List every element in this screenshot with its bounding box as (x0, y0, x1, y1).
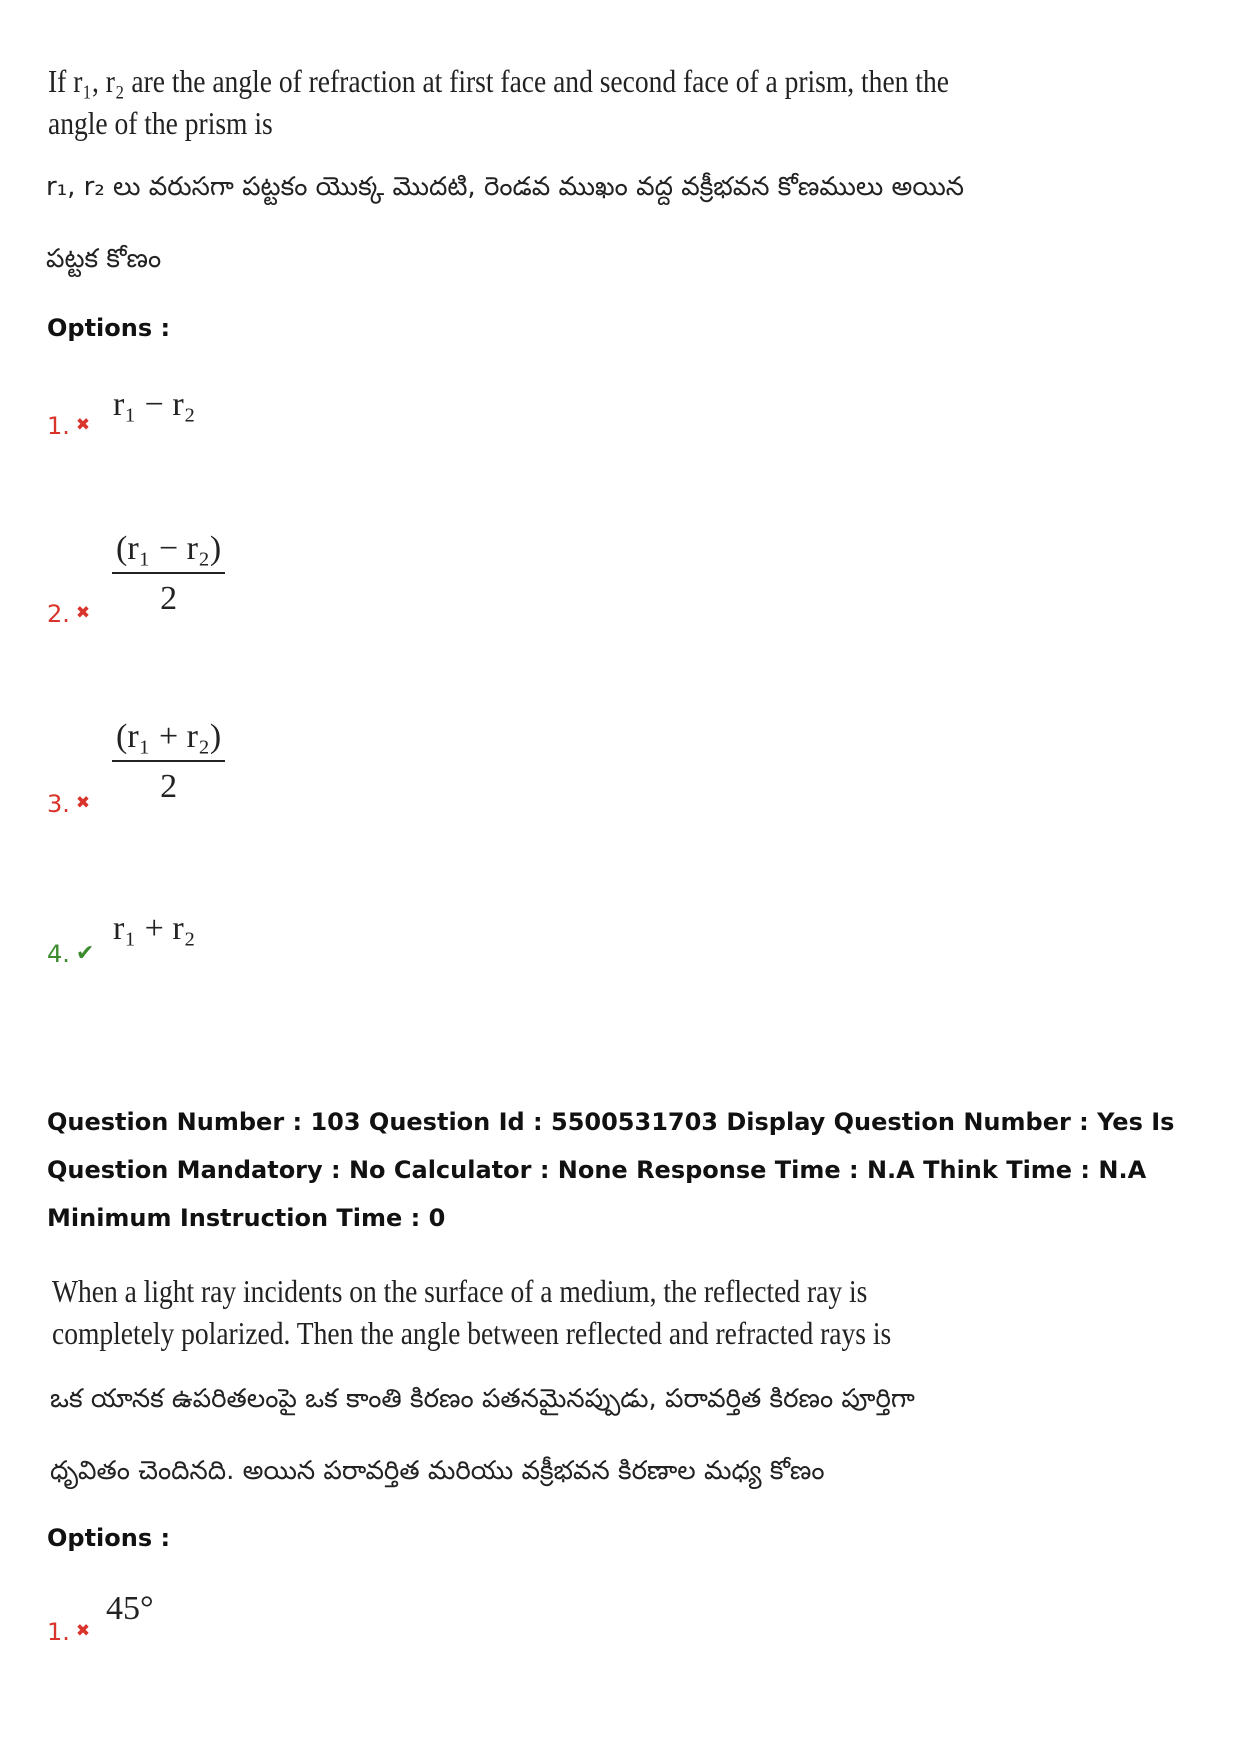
fraction-denominator: 2 (160, 580, 178, 617)
question-meta: Question Number : 103 Question Id : 5500531703 Display Question Number : Yes Is Question Mandatory : No Calculator : None Response Time : N.A Think Time : N.A Minimum Instruction Time : 0 (47, 1108, 1175, 1232)
option-1-number: 1. ✖ (47, 1618, 91, 1646)
question-text-telugu-line1: ఒక యానక ఉపరితలంపై ఒక కాంతి కిరణం పతనమైనప్పుడు, పరావర్తిత కిరణం పూర్తిగా (50, 1384, 915, 1414)
option-3-number: 3. ✖ (47, 790, 91, 818)
question-text-english-line1: When a light ray incidents on the surface of a medium, the reflected ray is (52, 1273, 868, 1309)
option-4-expression: r₁ + r₂ (113, 910, 196, 947)
option-4-number: 4. ✔ (47, 940, 95, 968)
fraction-numerator: (r₁ + r₂) (112, 718, 225, 762)
fraction-denominator: 2 (160, 768, 178, 805)
fraction-numerator: (r₁ − r₂) (112, 530, 225, 574)
cross-icon: ✖ (75, 415, 91, 435)
cross-icon: ✖ (75, 1621, 91, 1641)
option-1-expression: r₁ − r₂ (113, 386, 196, 423)
option-1-expression: 45° (106, 1590, 154, 1627)
option-2-fraction (112, 530, 225, 618)
question-text-english-line2: angle of the prism is (48, 105, 273, 141)
cross-icon: ✖ (75, 793, 91, 813)
options-label: Options : (47, 1524, 171, 1552)
check-icon: ✔ (75, 941, 95, 966)
question-text-english-line1: If r₁, r₂ are the angle of refraction at first face and second face of a prism, then the (48, 63, 949, 99)
option-1-number: 1. ✖ (47, 412, 91, 440)
question-text-telugu-line2: పట్టక కోణం (46, 244, 162, 274)
question-text-telugu-line1: r₁, r₂ లు వరుసగా పట్టకం యొక్క మొదటి, రెండవ ముఖం వద్ద వక్రీభవన కోణములు అయిన (46, 172, 965, 202)
option-3-fraction (112, 718, 225, 806)
question-text-telugu-line2: ధృవితం చెందినది. అయిన పరావర్తిత మరియు వక్రీభవన కిరణాల మధ్య కోణం (50, 1456, 825, 1486)
option-2-number: 2. ✖ (47, 600, 91, 628)
options-label: Options : (47, 314, 171, 342)
question-text-english-line2: completely polarized. Then the angle between reflected and refracted rays is (52, 1315, 892, 1351)
cross-icon: ✖ (75, 603, 91, 623)
